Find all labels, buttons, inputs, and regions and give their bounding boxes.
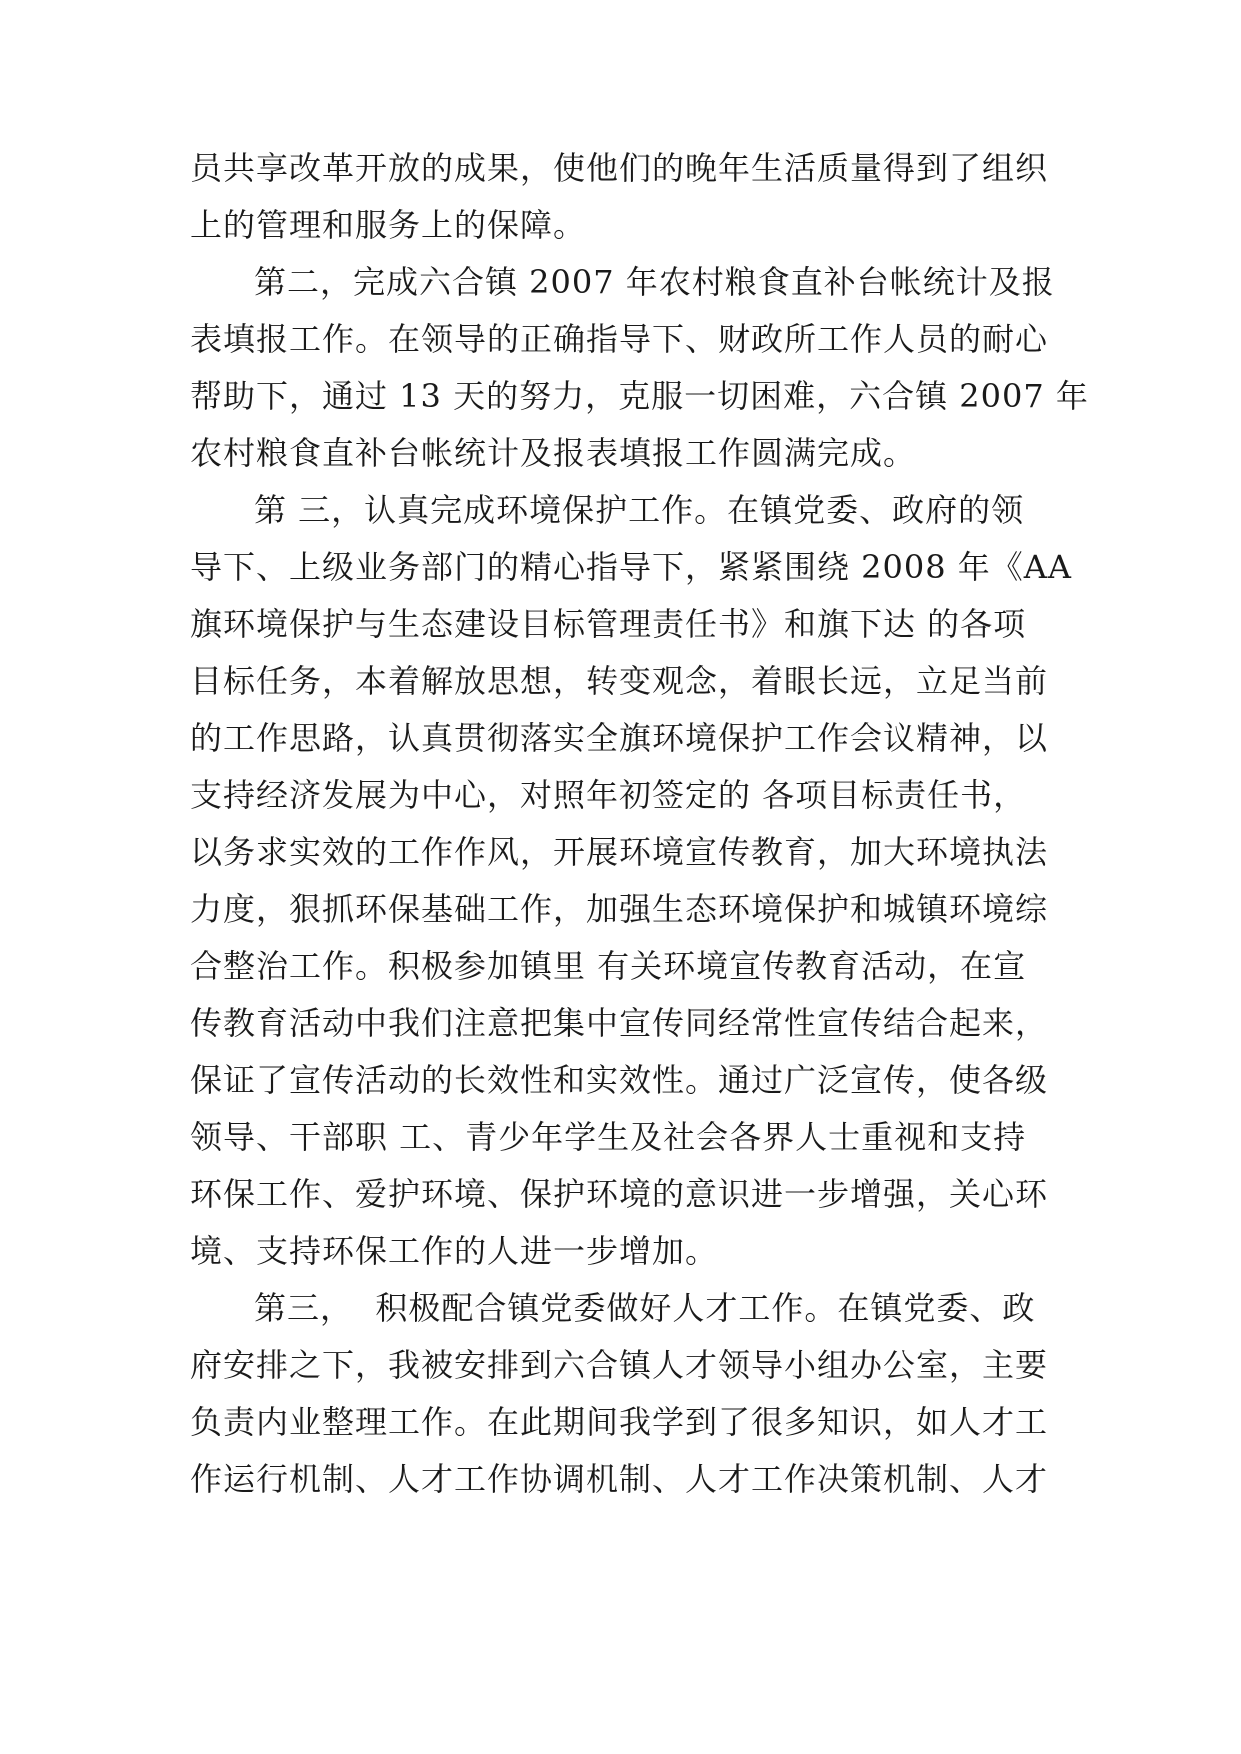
- text-line: 的工作思路，认真贯彻落实全旗环境保护工作会议精神，以: [190, 719, 1049, 757]
- text-line: 保证了宣传活动的长效性和实效性。通过广泛宣传，使各级: [190, 1061, 1049, 1099]
- paragraph-start-line: 第三， 积极配合镇党委做好人才工作。在镇党委、政: [254, 1289, 1036, 1327]
- text-line: 传教育活动中我们注意把集中宣传同经常性宣传结合起来，: [190, 1004, 1049, 1042]
- text-line: 负责内业整理工作。在此期间我学到了很多知识，如人才工: [190, 1403, 1049, 1441]
- text-line: 作运行机制、人才工作协调机制、人才工作决策机制、人才: [190, 1460, 1049, 1498]
- text-line: 农村粮食直补台帐统计及报表填报工作圆满完成。: [190, 434, 917, 472]
- text-line: 表填报工作。在领导的正确指导下、财政所工作人员的耐心: [190, 320, 1049, 358]
- text-line: 旗环境保护与生态建设目标管理责任书》和旗下达 的各项: [190, 605, 1027, 643]
- text-line: 力度，狠抓环保基础工作，加强生态环境保护和城镇环境综: [190, 890, 1049, 928]
- text-line: 导下、上级业务部门的精心指导下，紧紧围绕 2008 年《AA: [190, 548, 1073, 586]
- text-line: 上的管理和服务上的保障。: [190, 206, 587, 244]
- text-line: 目标任务，本着解放思想，转变观念，着眼长远，立足当前: [190, 662, 1049, 700]
- text-line: 合整治工作。积极参加镇里 有关环境宣传教育活动，在宣: [190, 947, 1027, 985]
- text-line: 支持经济发展为中心，对照年初签定的 各项目标责任书，: [190, 776, 1027, 814]
- text-line: 帮助下，通过 13 天的努力，克服一切困难，六合镇 2007 年: [190, 377, 1089, 415]
- text-line: 境、支持环保工作的人进一步增加。: [190, 1232, 719, 1270]
- text-line: 环保工作、爱护环境、保护环境的意识进一步增强，关心环: [190, 1175, 1049, 1213]
- text-line: 以务求实效的工作作风，开展环境宣传教育，加大环境执法: [190, 833, 1049, 871]
- text-line: 府安排之下，我被安排到六合镇人才领导小组办公室，主要: [190, 1346, 1049, 1384]
- text-line: 领导、干部职 工、青少年学生及社会各界人士重视和支持: [190, 1118, 1027, 1156]
- paragraph-start-line: 第二，完成六合镇 2007 年农村粮食直补台帐统计及报: [254, 263, 1055, 301]
- paragraph-start-line: 第 三，认真完成环境保护工作。在镇党委、政府的领: [254, 491, 1025, 529]
- text-line: 员共享改革开放的成果，使他们的晚年生活质量得到了组织: [190, 149, 1049, 187]
